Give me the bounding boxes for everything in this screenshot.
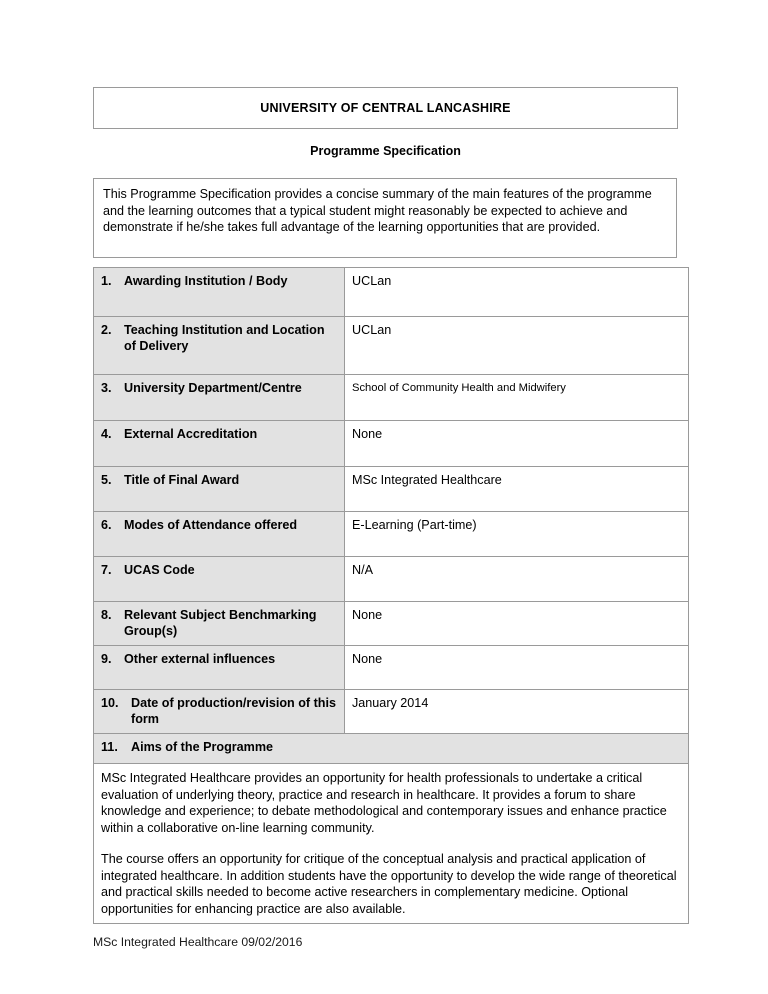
section-number: 11. (101, 740, 118, 754)
row-number: 1. (101, 274, 112, 288)
row-label-date-of-production (94, 690, 345, 734)
row-number: 4. (101, 427, 112, 441)
row-label-text: Modes of Attendance offered (124, 518, 298, 532)
row-value-modes-of-attendance: E-Learning (Part-time) (345, 512, 689, 557)
row-number: 6. (101, 518, 112, 532)
row-label-ucas-code (94, 557, 345, 602)
university-title-box (93, 87, 678, 129)
intro-paragraph: This Programme Specification provides a concise summary of the main features of the programme and the learning outcomes that a typical student might reasonably be expected to achieve and demonstrate if he/she takes full advantage of the learning opportunities that are provided. (103, 187, 652, 234)
table-row (94, 602, 689, 646)
programme-specification-table (93, 267, 689, 924)
row-label-text: Date of production/revision of this form (131, 696, 337, 726)
row-value-external-accreditation: None (345, 421, 689, 467)
table-row (94, 317, 689, 375)
row-number: 8. (101, 608, 112, 622)
section-body-row (94, 764, 689, 924)
row-value-other-external-influences: None (345, 646, 689, 690)
row-label-text: Awarding Institution / Body (124, 274, 288, 288)
section-heading-text: Aims of the Programme (131, 740, 274, 754)
section-body-aims (94, 764, 689, 924)
row-number: 10. (101, 696, 119, 710)
row-label-other-external-influences (94, 646, 345, 690)
table-row (94, 467, 689, 512)
aims-paragraph-1: MSc Integrated Healthcare provides an opportunity for health professionals to undertake a critical evaluation of underlying theory, practice and research in healthcare. It provides a forum to share knowledge and experience; to debate methodological and contemporary issues and enhance practice within a collaborative on-line learning community. (101, 771, 667, 835)
row-label-text: Title of Final Award (124, 473, 240, 487)
row-label-text: UCAS Code (124, 563, 195, 577)
table-row (94, 557, 689, 602)
row-value-awarding-institution: UCLan (345, 268, 689, 317)
table-row (94, 421, 689, 467)
row-value-subject-benchmarking: None (345, 602, 689, 646)
table-row (94, 512, 689, 557)
row-number: 2. (101, 323, 112, 337)
document-subtitle: Programme Specification (310, 144, 461, 158)
section-header-aims (94, 734, 689, 764)
row-value-title-of-final-award: MSc Integrated Healthcare (345, 467, 689, 512)
row-number: 5. (101, 473, 112, 487)
row-label-external-accreditation (94, 421, 345, 467)
row-value-university-department: School of Community Health and Midwifery (345, 375, 689, 421)
row-value-ucas-code: N/A (345, 557, 689, 602)
row-value-date-of-production: January 2014 (345, 690, 689, 734)
row-number: 7. (101, 563, 112, 577)
row-label-teaching-institution (94, 317, 345, 375)
table-row (94, 690, 689, 734)
section-header-row (94, 734, 689, 764)
row-label-text: University Department/Centre (124, 381, 302, 395)
row-label-title-of-final-award (94, 467, 345, 512)
row-label-university-department (94, 375, 345, 421)
table-row (94, 268, 689, 317)
table-row (94, 375, 689, 421)
row-number: 9. (101, 652, 112, 666)
aims-paragraph-2: The course offers an opportunity for critique of the conceptual analysis and practical application of integrated healthcare. In addition students have the opportunity to develop the wide range of theoretical and practical skills needed to become active researchers in complementary medicine. Optional opportunities for enhancing practice are also available. (101, 852, 677, 916)
row-label-text: Other external influences (124, 652, 276, 666)
page-footer: MSc Integrated Healthcare 09/02/2016 (93, 935, 303, 949)
row-label-text: External Accreditation (124, 427, 258, 441)
row-number: 3. (101, 381, 112, 395)
table-row (94, 646, 689, 690)
row-label-modes-of-attendance (94, 512, 345, 557)
intro-box (93, 178, 677, 258)
page-title: UNIVERSITY OF CENTRAL LANCASHIRE (260, 101, 511, 115)
row-label-subject-benchmarking (94, 602, 345, 646)
row-value-teaching-institution: UCLan (345, 317, 689, 375)
row-label-awarding-institution (94, 268, 345, 317)
row-label-text: Teaching Institution and Location of Delivery (124, 323, 325, 353)
row-label-text: Relevant Subject Benchmarking Group(s) (124, 608, 317, 638)
